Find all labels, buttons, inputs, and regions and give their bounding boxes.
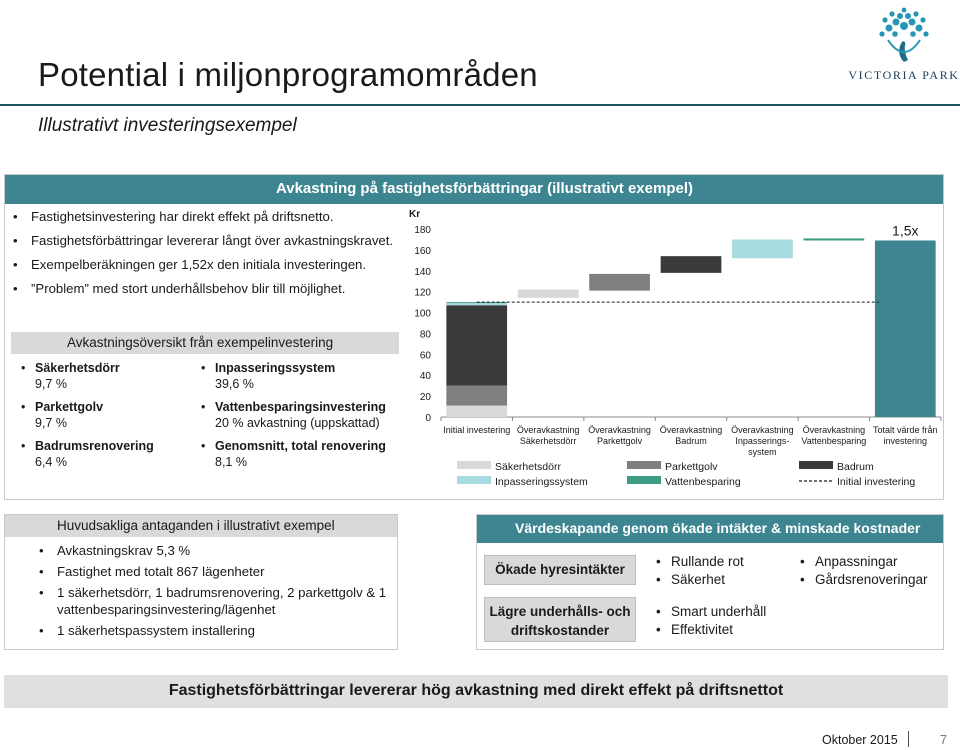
bar-initial-parkettgolv (446, 386, 507, 406)
legend-label: Vattenbesparing (665, 476, 741, 488)
legend-label: Badrum (837, 461, 874, 473)
assumptions-panel (4, 514, 398, 650)
legend-swatch (627, 476, 661, 484)
bar-waterfall (518, 290, 579, 298)
legend-swatch (627, 461, 661, 469)
page-subtitle: Illustrativt investeringsexempel (38, 115, 297, 136)
list-item: • 1 säkerhetspassystem installering (5, 622, 397, 639)
page-title: Potential i miljonprogramområden (38, 56, 538, 93)
list-item: • Anpassningar (799, 553, 928, 571)
y-tick-label: 160 (414, 245, 431, 257)
bar-initial-inpasseringssystem (446, 303, 507, 305)
list-item: • 1 säkerhetsdörr, 1 badrumsrenovering, 2 parkettgolv & 1 vattenbesparingsinvestering/lägenhet (5, 584, 397, 618)
conclusion-banner: Fastighetsförbättringar levererar hög avkastning med direkt effekt på driftsnettot (4, 675, 948, 708)
y-tick-label: 0 (425, 413, 431, 424)
y-tick-label: 180 (414, 225, 431, 236)
title-divider (0, 104, 960, 106)
overview-item: • Vattenbesparingsinvestering 20 % avkastning (uppskattad) (199, 399, 395, 431)
x-category-label: Initial investering (443, 425, 511, 435)
legend-label: Parkettgolv (665, 461, 718, 473)
bar-waterfall (661, 256, 722, 273)
bar-initial-säkerhetsdörr (446, 406, 507, 417)
list-item: • Avkastningskrav 5,3 % (5, 542, 397, 559)
cost-list (655, 603, 766, 639)
legend-swatch (799, 461, 833, 469)
x-category-label: Överavkastning Badrum (659, 425, 723, 446)
x-category-label: Totalt värde från investering (873, 425, 938, 446)
value-creation-panel (476, 514, 944, 650)
list-item: • ”Problem” med stort underhållsbehov blir till möjlighet. (11, 280, 399, 297)
return-overview-header: Avkastningsöversikt från exempelinvestering (11, 332, 399, 354)
y-axis-label: Kr (409, 209, 421, 220)
overview-item: • Parkettgolv 9,7 % (19, 399, 189, 431)
y-tick-label: 60 (419, 350, 431, 362)
bar-waterfall (804, 238, 865, 240)
y-tick-label: 100 (414, 308, 431, 320)
logo-text: VICTORIA PARK (848, 68, 960, 82)
list-item: • Fastighetsinvestering har direkt effekt på driftsnetto. (11, 208, 399, 225)
y-tick-label: 80 (419, 329, 431, 341)
y-tick-label: 20 (419, 392, 431, 404)
list-item: • Fastighetsförbättringar levererar långt över avkastningskravet. (11, 232, 399, 249)
revenue-list-b (799, 553, 928, 589)
legend-swatch (457, 461, 491, 469)
value-creation-header: Värdeskapande genom ökade intäkter & minskade kostnader (477, 515, 943, 543)
revenue-list-a (655, 553, 744, 589)
y-tick-label: 40 (419, 371, 431, 383)
total-annotation: 1,5x (892, 222, 919, 239)
x-category-label: Överavkastning Parkettgolv (588, 425, 651, 446)
assumptions-list (5, 542, 397, 639)
x-category-label: Överavkastning Säkerhetsdörr (516, 425, 580, 446)
list-item: • Säkerhet (655, 571, 744, 589)
list-item: • Rullande rot (655, 553, 744, 571)
overview-item: • Inpasseringssystem 39,6 % (199, 360, 395, 392)
lower-costs-box: Lägre underhålls- och driftskostander (484, 597, 636, 642)
assumptions-header: Huvudsakliga antaganden i illustrativt exempel (5, 515, 397, 537)
legend-swatch (457, 476, 491, 484)
legend-label: Inpasseringssystem (495, 476, 588, 488)
y-tick-label: 140 (414, 266, 431, 278)
list-item: • Effektivitet (655, 621, 766, 639)
page-number: 7 (940, 733, 947, 747)
return-overview-box (11, 332, 399, 478)
bar-initial-badrum (446, 305, 507, 385)
bar-total (875, 240, 936, 417)
overview-right-column (199, 360, 395, 477)
overview-item: • Säkerhetsdörr 9,7 % (19, 360, 189, 392)
list-item: • Exempelberäkningen ger 1,52x den initiala investeringen. (11, 256, 399, 273)
list-item: • Smart underhåll (655, 603, 766, 621)
overview-left-column (19, 360, 189, 477)
footer-date: Oktober 2015 (822, 733, 898, 747)
footer-divider (908, 731, 909, 747)
bar-waterfall (589, 274, 650, 291)
legend-label: Initial investering (837, 476, 916, 488)
increased-revenue-box: Ökade hyresintäkter (484, 555, 636, 585)
return-bullet-list (11, 208, 399, 304)
bar-waterfall (732, 239, 793, 258)
x-category-label: Överavkastning Vattenbesparing (801, 425, 867, 446)
return-panel-header: Avkastning på fastighetsförbättringar (illustrativt exempel) (5, 175, 943, 204)
waterfall-chart (401, 205, 943, 499)
x-category-label: Överavkastning Inpasserings-system (731, 425, 794, 457)
y-tick-label: 120 (414, 287, 431, 299)
return-panel (4, 174, 944, 500)
overview-item: • Badrumsrenovering 6,4 % (19, 438, 189, 470)
legend-label: Säkerhetsdörr (495, 461, 561, 473)
overview-item: • Genomsnitt, total renovering 8,1 % (199, 438, 395, 470)
list-item: • Gårdsrenoveringar (799, 571, 928, 589)
list-item: • Fastighet med totalt 867 lägenheter (5, 563, 397, 580)
